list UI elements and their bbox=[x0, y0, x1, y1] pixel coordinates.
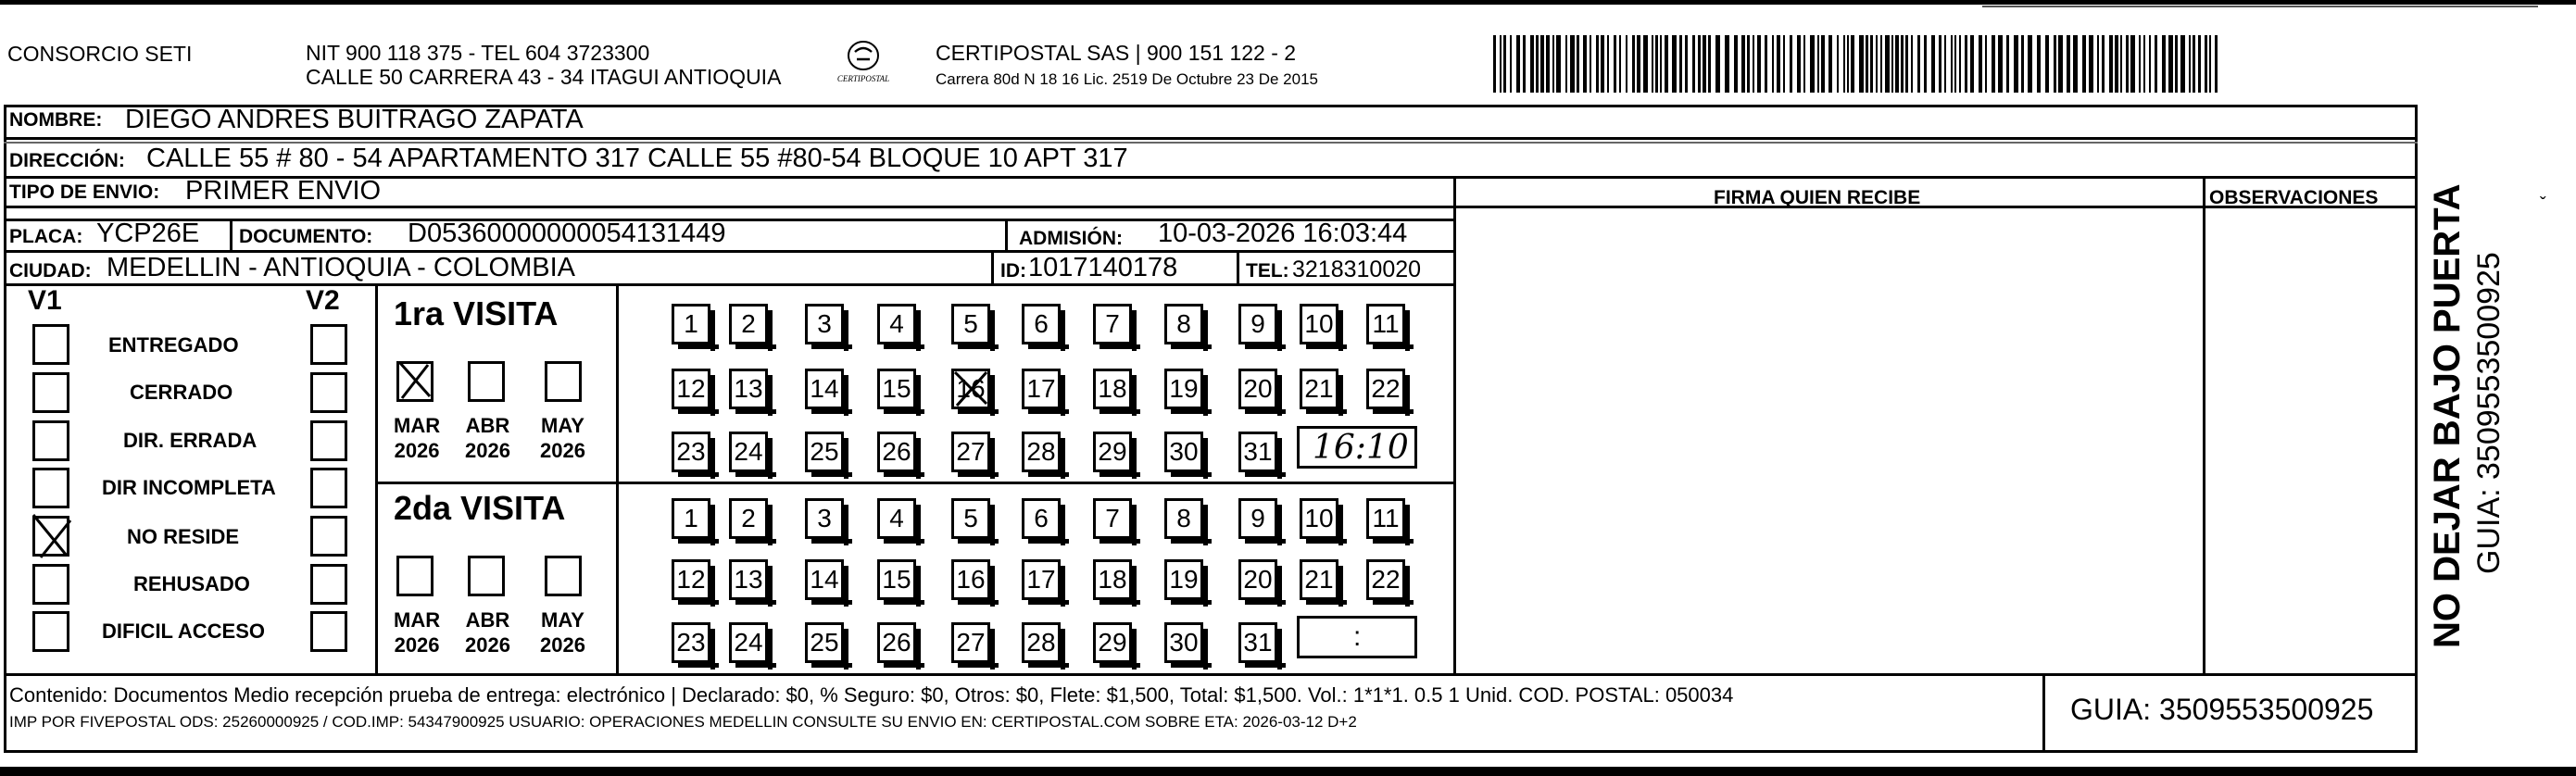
visit2-day-box[interactable]: 16 bbox=[951, 559, 990, 600]
imp-line: IMP POR FIVEPOSTAL ODS: 25260000925 / COD.IMP: 54347900925 USUARIO: OPERACIONES MEDELLIN CONSULTE SU ENVIO EN: CERTIPOSTAL.COM SOBRE ETA: 2026-03-12 D+2 bbox=[9, 713, 1357, 731]
visit1-day-box[interactable]: 11 bbox=[1366, 304, 1405, 344]
visit1-day-box[interactable]: 18 bbox=[1093, 369, 1132, 409]
svg-text:CERTIPOSTAL: CERTIPOSTAL bbox=[836, 74, 890, 83]
address-line: CALLE 50 CARRERA 43 - 34 ITAGUI ANTIOQUIA bbox=[306, 65, 782, 89]
top-right-marks bbox=[1982, 6, 2538, 7]
visit2-day-box[interactable]: 31 bbox=[1238, 622, 1277, 663]
visit1-day-box[interactable]: 2 bbox=[729, 304, 768, 344]
visit1-day-box[interactable]: 27 bbox=[951, 432, 990, 472]
visit1-day-box[interactable]: 29 bbox=[1093, 432, 1132, 472]
visit2-day-box[interactable]: 13 bbox=[729, 559, 768, 600]
visit1-time-box[interactable] bbox=[1297, 426, 1417, 469]
visit1-day-box[interactable]: 19 bbox=[1164, 369, 1203, 409]
visit1-month-box-mar[interactable] bbox=[396, 361, 434, 402]
visit1-day-box[interactable]: 7 bbox=[1093, 304, 1132, 344]
admission-label: ADMISIÓN: bbox=[1019, 228, 1123, 249]
document-value: D05360000000054131449 bbox=[408, 219, 726, 248]
visit1-day-box[interactable]: 13 bbox=[729, 369, 768, 409]
visit2-day-box[interactable]: 8 bbox=[1164, 498, 1203, 539]
visit2-day-box[interactable]: 28 bbox=[1022, 622, 1061, 663]
recipient-address: CALLE 55 # 80 - 54 APARTAMENTO 317 CALLE 55 #80-54 BLOQUE 10 APT 317 bbox=[146, 144, 1128, 173]
v1-checkbox[interactable] bbox=[32, 611, 69, 652]
visit2-day-box[interactable]: 7 bbox=[1093, 498, 1132, 539]
visit2-title: 2da VISITA bbox=[394, 489, 566, 527]
visit1-day-box[interactable]: 9 bbox=[1238, 304, 1277, 344]
visit2-time-box[interactable] bbox=[1297, 616, 1417, 658]
visit1-month-may: MAY 2026 bbox=[540, 414, 585, 462]
visit1-day-box[interactable]: 8 bbox=[1164, 304, 1203, 344]
visit1-day-box[interactable]: 17 bbox=[1022, 369, 1061, 409]
visit2-day-box[interactable]: 19 bbox=[1164, 559, 1203, 600]
license-line: Carrera 80d N 18 16 Lic. 2519 De Octubre 23 De 2015 bbox=[936, 70, 1318, 88]
status-label: DIR. ERRADA bbox=[123, 429, 258, 452]
visit2-month-abr: ABR 2026 bbox=[465, 608, 510, 657]
v2-label: V2 bbox=[306, 285, 340, 316]
visit1-day-box[interactable]: 4 bbox=[877, 304, 916, 344]
visit1-day-box[interactable]: 20 bbox=[1238, 369, 1277, 409]
visit2-day-box[interactable]: 27 bbox=[951, 622, 990, 663]
visit1-day-box[interactable]: 3 bbox=[805, 304, 844, 344]
barcode bbox=[1493, 35, 2225, 93]
visit2-day-box[interactable]: 1 bbox=[672, 498, 710, 539]
footer-guide: GUIA: 3509553500925 bbox=[2070, 693, 2374, 726]
visit2-day-box[interactable]: 29 bbox=[1093, 622, 1132, 663]
status-label: NO RESIDE bbox=[127, 525, 240, 548]
status-label: DIFICIL ACCESO bbox=[102, 620, 266, 643]
visit2-day-box[interactable]: 5 bbox=[951, 498, 990, 539]
status-label: CERRADO bbox=[130, 381, 233, 404]
visit1-day-box[interactable]: 30 bbox=[1164, 432, 1203, 472]
visit2-day-box[interactable]: 3 bbox=[805, 498, 844, 539]
visit1-day-box[interactable]: 6 bbox=[1022, 304, 1061, 344]
visit1-day-box[interactable]: 31 bbox=[1238, 432, 1277, 472]
side-guide: GUIA: 3509553500925 bbox=[2471, 252, 2507, 574]
visit2-day-box[interactable]: 6 bbox=[1022, 498, 1061, 539]
v2-checkbox[interactable] bbox=[310, 324, 347, 365]
certipostal-logo bbox=[829, 39, 898, 91]
visit2-time: : bbox=[1353, 621, 1362, 652]
visit2-day-box[interactable]: 14 bbox=[805, 559, 844, 600]
visit1-day-box[interactable]: 16 bbox=[951, 369, 990, 409]
visit1-day-box[interactable]: 12 bbox=[672, 369, 710, 409]
visit2-day-box[interactable]: 4 bbox=[877, 498, 916, 539]
v2-checkbox[interactable] bbox=[310, 611, 347, 652]
v1-label: V1 bbox=[28, 285, 62, 316]
v2-checkbox[interactable] bbox=[310, 420, 347, 461]
visit1-day-box[interactable]: 15 bbox=[877, 369, 916, 409]
shipping-type-label: TIPO DE ENVIO: bbox=[9, 181, 160, 203]
visit1-time: 16:10 bbox=[1313, 429, 1409, 467]
visit1-day-box[interactable]: 1 bbox=[672, 304, 710, 344]
visit2-month-box-may[interactable] bbox=[545, 556, 582, 596]
carrier-line: CERTIPOSTAL SAS | 900 151 122 - 2 bbox=[936, 41, 1297, 65]
name-label: NOMBRE: bbox=[9, 109, 103, 131]
visit1-day-box[interactable]: 14 bbox=[805, 369, 844, 409]
nit-line: NIT 900 118 375 - TEL 604 3723300 bbox=[306, 41, 650, 65]
visit2-day-box[interactable]: 15 bbox=[877, 559, 916, 600]
visit2-day-box[interactable]: 20 bbox=[1238, 559, 1277, 600]
id-value: 1017140178 bbox=[1028, 253, 1178, 282]
visit2-day-box[interactable]: 22 bbox=[1366, 559, 1405, 600]
id-label: ID: bbox=[1000, 260, 1026, 282]
v2-checkbox[interactable] bbox=[310, 468, 347, 508]
company-name: CONSORCIO SETI bbox=[7, 42, 193, 66]
visit1-day-box[interactable]: 5 bbox=[951, 304, 990, 344]
visit2-day-box[interactable]: 18 bbox=[1093, 559, 1132, 600]
visit1-month-box-abr[interactable] bbox=[468, 361, 505, 402]
v2-checkbox[interactable] bbox=[310, 372, 347, 413]
no-dejar-bajo-puerta: NO DEJAR BAJO PUERTA bbox=[2427, 183, 2468, 648]
day-check-mark bbox=[949, 367, 992, 409]
visit2-day-box[interactable]: 12 bbox=[672, 559, 710, 600]
visit1-day-box[interactable]: 10 bbox=[1300, 304, 1338, 344]
visit2-day-box[interactable]: 9 bbox=[1238, 498, 1277, 539]
visit2-month-may: MAY 2026 bbox=[540, 608, 585, 657]
v1-checkbox[interactable] bbox=[32, 372, 69, 413]
visit2-month-box-mar[interactable] bbox=[396, 556, 434, 596]
visit1-day-box[interactable]: 28 bbox=[1022, 432, 1061, 472]
visit2-month-mar: MAR 2026 bbox=[394, 608, 441, 657]
visit1-month-abr: ABR 2026 bbox=[465, 414, 510, 462]
plate-label: PLACA: bbox=[9, 226, 83, 247]
tel-label: TEL: bbox=[1246, 260, 1289, 282]
tel-value: 3218310020 bbox=[1292, 257, 1422, 282]
status-label: DIR INCOMPLETA bbox=[102, 476, 276, 499]
visit2-month-box-abr[interactable] bbox=[468, 556, 505, 596]
signature-header: FIRMA QUIEN RECIBE bbox=[1714, 187, 1921, 208]
visit2-day-box[interactable]: 26 bbox=[877, 622, 916, 663]
bottom-border bbox=[0, 767, 2576, 776]
visit2-day-box[interactable]: 21 bbox=[1300, 559, 1338, 600]
v2-checkbox[interactable] bbox=[310, 564, 347, 605]
v1-checkbox[interactable] bbox=[32, 324, 69, 365]
visit1-title: 1ra VISITA bbox=[394, 294, 559, 332]
visit2-day-box[interactable]: 23 bbox=[672, 622, 710, 663]
visit2-day-box[interactable]: 10 bbox=[1300, 498, 1338, 539]
visit1-day-box[interactable]: 23 bbox=[672, 432, 710, 472]
visit2-day-box[interactable]: 30 bbox=[1164, 622, 1203, 663]
content-line: Contenido: Documentos Medio recepción prueba de entrega: electrónico | Declarado: $0, % Seguro: $0, Otros: $0, Flete: $1,500, Total: $1,500. Vol.: 1*1*1. 0.5 1 Unid. COD. POSTAL: 050034 bbox=[9, 683, 1734, 707]
visit1-month-box-may[interactable] bbox=[545, 361, 582, 402]
shipping-type: PRIMER ENVIO bbox=[185, 176, 382, 206]
visit1-month-mar: MAR 2026 bbox=[394, 414, 441, 462]
visit2-day-box[interactable]: 25 bbox=[805, 622, 844, 663]
visit2-day-box[interactable]: 17 bbox=[1022, 559, 1061, 600]
visit1-day-box[interactable]: 24 bbox=[729, 432, 768, 472]
address-label: DIRECCIÓN: bbox=[9, 150, 125, 171]
v1-checkbox[interactable] bbox=[32, 516, 69, 557]
observations-header: OBSERVACIONES bbox=[2209, 187, 2379, 208]
visit1-day-box[interactable]: 22 bbox=[1366, 369, 1405, 409]
city-value: MEDELLIN - ANTIOQUIA - COLOMBIA bbox=[107, 253, 575, 282]
visit1-day-box[interactable]: 26 bbox=[877, 432, 916, 472]
v1-checkbox[interactable] bbox=[32, 420, 69, 461]
v1-checkbox[interactable] bbox=[32, 564, 69, 605]
status-label: ENTREGADO bbox=[108, 333, 239, 357]
plate-value: YCP26E bbox=[96, 219, 200, 248]
recipient-name: DIEGO ANDRES BUITRAGO ZAPATA bbox=[125, 105, 584, 134]
v1-checkbox[interactable] bbox=[32, 468, 69, 508]
visit2-day-box[interactable]: 24 bbox=[729, 622, 768, 663]
visit1-day-box[interactable]: 25 bbox=[805, 432, 844, 472]
visit2-day-box[interactable]: 2 bbox=[729, 498, 768, 539]
status-label: REHUSADO bbox=[133, 572, 250, 595]
document-label: DOCUMENTO: bbox=[239, 226, 373, 247]
visit2-day-box[interactable]: 11 bbox=[1366, 498, 1405, 539]
visit1-day-box[interactable]: 21 bbox=[1300, 369, 1338, 409]
top-border bbox=[0, 0, 2576, 5]
admission-value: 10-03-2026 16:03:44 bbox=[1158, 219, 1408, 248]
margin-mark: ˇ bbox=[2540, 194, 2546, 215]
v2-checkbox[interactable] bbox=[310, 516, 347, 557]
city-label: CIUDAD: bbox=[9, 260, 92, 282]
